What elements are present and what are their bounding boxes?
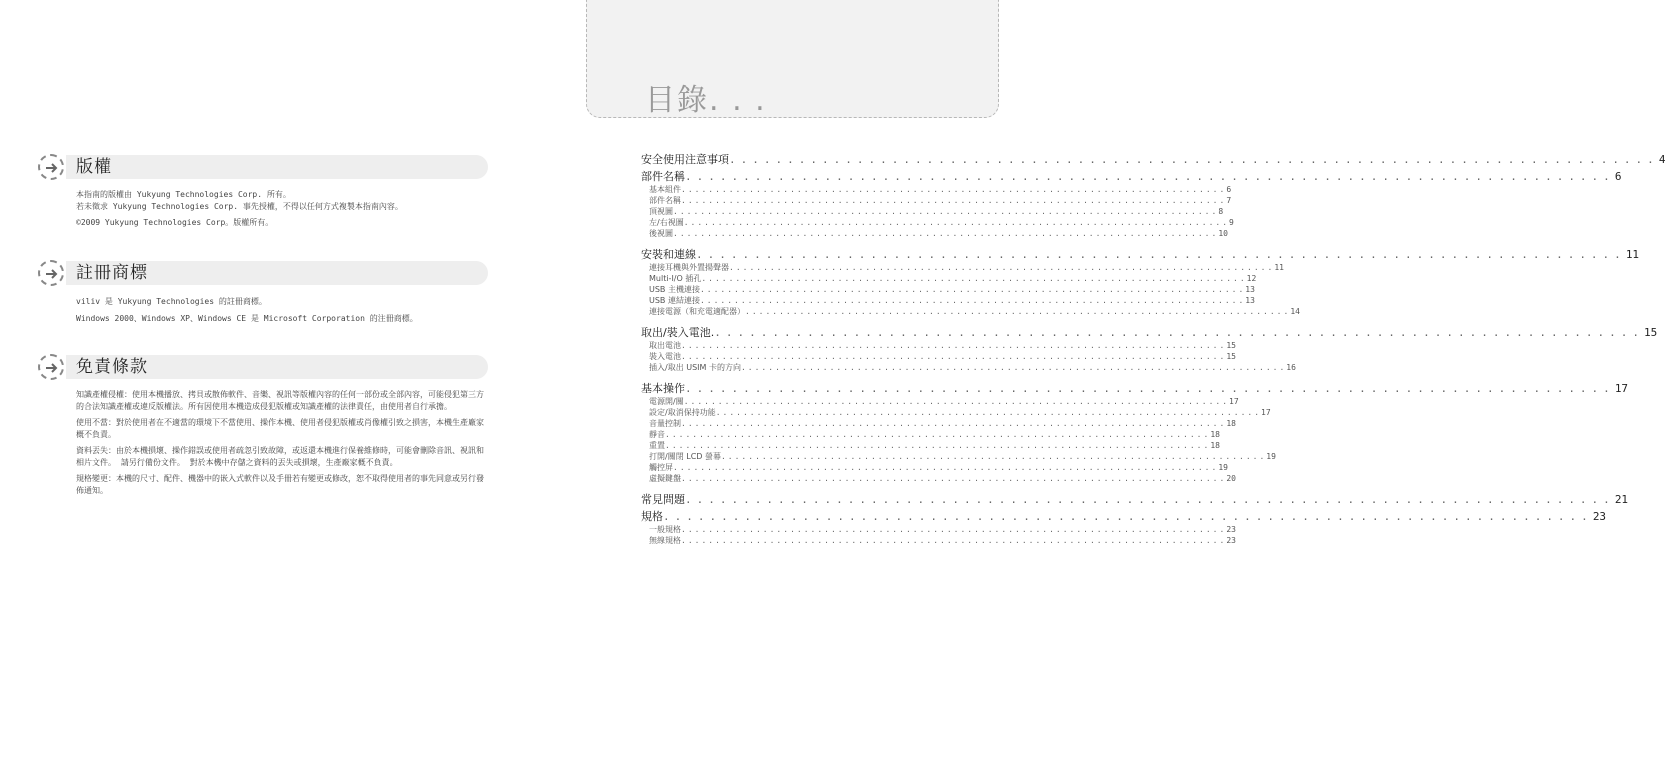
toc-page-number: 8 (1218, 207, 1224, 216)
dot-leader: ................................................................................ (681, 536, 1227, 545)
toc-page-number: 4 (1658, 153, 1665, 166)
toc-entry-label: 連接耳機與外置揚聲器 (649, 263, 729, 272)
toc-page-number: 18 (1210, 441, 1220, 450)
toc-subentry (641, 535, 1236, 546)
toc-entry (641, 170, 1622, 184)
toc-heading: 目錄. . . (645, 83, 767, 118)
dot-leader: ................................................................................ (740, 363, 1287, 372)
toc-page-number: 17 (1229, 397, 1239, 406)
toc-subentry (641, 273, 1257, 284)
toc-page-number: 17 (1261, 408, 1271, 417)
toc-entry-label: 左/右視圖 (649, 218, 684, 227)
toc-subentry (641, 351, 1236, 362)
toc-subentry (641, 473, 1236, 484)
toc-entry-label: 設定/取消保持功能 (649, 408, 716, 417)
toc-entry-label: 安全使用注意事項 (641, 153, 729, 166)
toc-page-number: 15 (1226, 341, 1236, 350)
toc-subentry (641, 206, 1224, 217)
dot-leader: ................................................................................ (681, 419, 1227, 428)
toc-subentry (641, 451, 1276, 462)
dot-leader: ................................................................................ (715, 408, 1262, 417)
toc-page-number: 14 (1290, 307, 1300, 316)
toc-page-number: 13 (1245, 285, 1255, 294)
dot-leader: ................................................................................ (681, 196, 1227, 205)
toc-subentry (641, 362, 1296, 373)
paragraph: 本指南的版權由 Yukyung Technologies Corp. 所有。 若未徵求 Yukyung Technologies Corp. 事先授權，不得以任何方式複製本指南內容。 (76, 190, 403, 211)
toc-page-number: 20 (1226, 474, 1236, 483)
toc-subentry (641, 228, 1228, 239)
section-header-trademarks (38, 261, 488, 285)
dot-leader: ................................................................................ (665, 430, 1211, 439)
arrow-right-circle-icon (38, 154, 64, 180)
table-of-contents (641, 153, 1665, 546)
toc-page-number: 7 (1226, 196, 1232, 205)
toc-subentry (641, 418, 1236, 429)
arrow-right-circle-icon (38, 260, 64, 286)
paragraph: Windows 2000、Windows XP、Windows CE 是 Microsoft Corporation 的注冊商標。 (76, 313, 418, 323)
toc-entry-label: 觸控屏 (649, 463, 673, 472)
toc-entry-label: 音量控制 (649, 419, 681, 428)
section-title: 版權 (76, 157, 112, 177)
toc-subentry (641, 217, 1234, 228)
dot-leader: ................................................................................ (681, 352, 1227, 361)
toc-page-number: 15 (1644, 326, 1658, 339)
dot-leader: ................................................................................ (683, 218, 1230, 227)
dot-leader: ................................................................................ (681, 185, 1227, 194)
toc-subentry (641, 184, 1232, 195)
toc-page-number: 23 (1226, 536, 1236, 545)
copyright-text (76, 189, 488, 234)
toc-entry-label: 安裝和連線 (641, 248, 696, 261)
dot-leader: ................................................................................ (683, 397, 1230, 406)
paragraph: ©2009 Yukyung Technologies Corp。版權所有。 (76, 218, 274, 227)
toc-page-number: 23 (1226, 525, 1236, 534)
toc-entry (641, 326, 1658, 340)
toc-page-number: 19 (1218, 463, 1228, 472)
toc-subentry (641, 440, 1220, 451)
toc-entry-label: 頂視圖 (649, 207, 673, 216)
dot-leader: ................................................................................ (745, 307, 1291, 316)
toc-subentry (641, 340, 1236, 351)
toc-page-number: 16 (1286, 363, 1296, 372)
dot-leader: ................................................................................ (685, 170, 1615, 183)
dot-leader: ................................................................................ (699, 285, 1246, 294)
toc-entry-label: 取出/裝入電池. (641, 326, 715, 339)
toc-page-number: 19 (1266, 452, 1276, 461)
dot-leader: ................................................................................ (673, 207, 1219, 216)
dot-leader: ................................................................................ (720, 452, 1267, 461)
dot-leader: ................................................................................ (701, 274, 1247, 283)
dot-leader: ................................................................................ (673, 229, 1219, 238)
toc-entry-label: 無線規格 (649, 536, 681, 545)
toc-entry (641, 493, 1629, 507)
toc-entry-label: 連接電源（和充電適配器） (649, 307, 745, 316)
dot-leader: ................................................................................ (696, 248, 1626, 261)
dot-leader: ................................................................................ (714, 326, 1645, 339)
toc-subentry (641, 524, 1236, 535)
toc-header-box (586, 0, 999, 118)
arrow-right-circle-icon (38, 354, 64, 380)
dot-leader: ................................................................................ (685, 382, 1615, 395)
toc-subentry (641, 262, 1284, 273)
toc-page-number: 11 (1274, 263, 1284, 272)
toc-page-number: 11 (1625, 248, 1640, 261)
dot-leader: ................................................................................ (685, 493, 1615, 506)
toc-entry-label: 電源開/關 (649, 397, 684, 406)
toc-page-number: 17 (1614, 382, 1629, 395)
toc-page-number: 6 (1226, 185, 1232, 194)
toc-entry-label: 部件名稱 (641, 170, 685, 183)
toc-entry-label: 裝入電池 (649, 352, 681, 361)
toc-page-number: 12 (1246, 274, 1257, 283)
toc-entry-label: 後視圖 (649, 229, 673, 238)
dot-leader: ................................................................................ (729, 263, 1275, 272)
paragraph: 規格變更：本機的尺寸、配件、機器中的嵌入式軟件以及手冊若有變更或修改，恕不取得使用者的事先同意或另行發佈通知。 (76, 474, 484, 495)
toc-page-number: 18 (1210, 430, 1220, 439)
toc-page-number: 10 (1218, 229, 1228, 238)
toc-entry-label: 常見問題 (641, 493, 685, 506)
dot-leader: ................................................................................ (699, 296, 1246, 305)
toc-page-number: 9 (1229, 218, 1234, 227)
toc-entry (641, 248, 1640, 262)
dot-leader: ................................................................................ (681, 341, 1227, 350)
section-title: 免責條款 (76, 357, 148, 377)
toc-page-number: 6 (1614, 170, 1622, 183)
toc-page-number: 13 (1245, 296, 1255, 305)
section-title: 註冊商標 (76, 263, 148, 283)
toc-entry (641, 382, 1629, 396)
toc-subentry (641, 396, 1239, 407)
toc-entry-label: 取出電池 (649, 341, 681, 350)
toc-page-number: 21 (1614, 493, 1629, 506)
toc-page-number: 15 (1226, 352, 1236, 361)
toc-subentry (641, 295, 1255, 306)
section-header-disclaimer (38, 355, 488, 379)
dot-leader: ................................................................................ (681, 525, 1227, 534)
paragraph: 資料丟失：由於本機損壞、操作錯誤或使用者疏忽引致故障，或返還本機進行保養維修時，可能會刪除音訊、視訊和相片文件。 請另行備份文件。 對於本機中存儲之資料的丟失或損壞，生產廠家概不負責。 (76, 446, 484, 467)
paragraph: 使用不當：對於使用者在不適當的環境下不當使用、操作本機、使用者侵犯版權或肖像權引致之損害，本機生產廠家概不負責。 (76, 418, 484, 439)
toc-subentry (641, 306, 1300, 317)
paragraph: viliv 是 Yukyung Technologies 的註冊商標。 (76, 297, 267, 306)
dot-leader: ................................................................................ (673, 463, 1219, 472)
dot-leader: ................................................................................ (665, 441, 1211, 450)
toc-entry-label: USB 連結連接 (649, 296, 700, 305)
dot-leader: ................................................................................ (681, 474, 1227, 483)
toc-entry-label: 基本組件 (649, 185, 681, 194)
dot-leader: ................................................................................ (729, 153, 1659, 166)
toc-entry-label: Multi-I/O 插孔 (649, 274, 702, 283)
toc-subentry (641, 429, 1220, 440)
toc-entry-label: 虛擬鍵盤 (649, 474, 681, 483)
toc-entry-label: 一般規格 (649, 525, 681, 534)
paragraph: 知識產權侵權：使用本機播放、拷貝或散佈軟件、音樂、視訊等版權內容的任何一部份或全部內容，可能侵犯第三方的合法知識產權或違反版權法。所有因使用本機造成侵犯版權或知識產權的法律責任，由使用者自行承擔。 (76, 390, 484, 411)
disclaimer-text (76, 389, 488, 501)
toc-entry-label: 部件名稱 (649, 196, 681, 205)
section-header-copyright (38, 155, 488, 179)
toc-subentry (641, 195, 1232, 206)
toc-entry-label: 基本操作 (641, 382, 685, 395)
dot-leader: ................................................................................ (663, 510, 1593, 523)
toc-subentry (641, 284, 1255, 295)
toc-entry-label: 重置 (649, 441, 665, 450)
trademarks-text (76, 296, 488, 329)
toc-entry-label: 靜音 (649, 430, 665, 439)
toc-entry-label: USB 主機連接 (649, 285, 700, 294)
toc-entry-label: 打開/關閉 LCD 螢幕 (649, 452, 721, 461)
toc-subentry (641, 462, 1228, 473)
toc-entry-label: 規格 (641, 510, 663, 523)
toc-page-number: 23 (1592, 510, 1607, 523)
toc-entry-label: 插入/取出 USIM 卡的方向 (649, 363, 741, 372)
toc-entry (641, 510, 1607, 524)
toc-subentry (641, 407, 1271, 418)
toc-page-number: 18 (1226, 419, 1236, 428)
toc-entry (641, 153, 1665, 167)
